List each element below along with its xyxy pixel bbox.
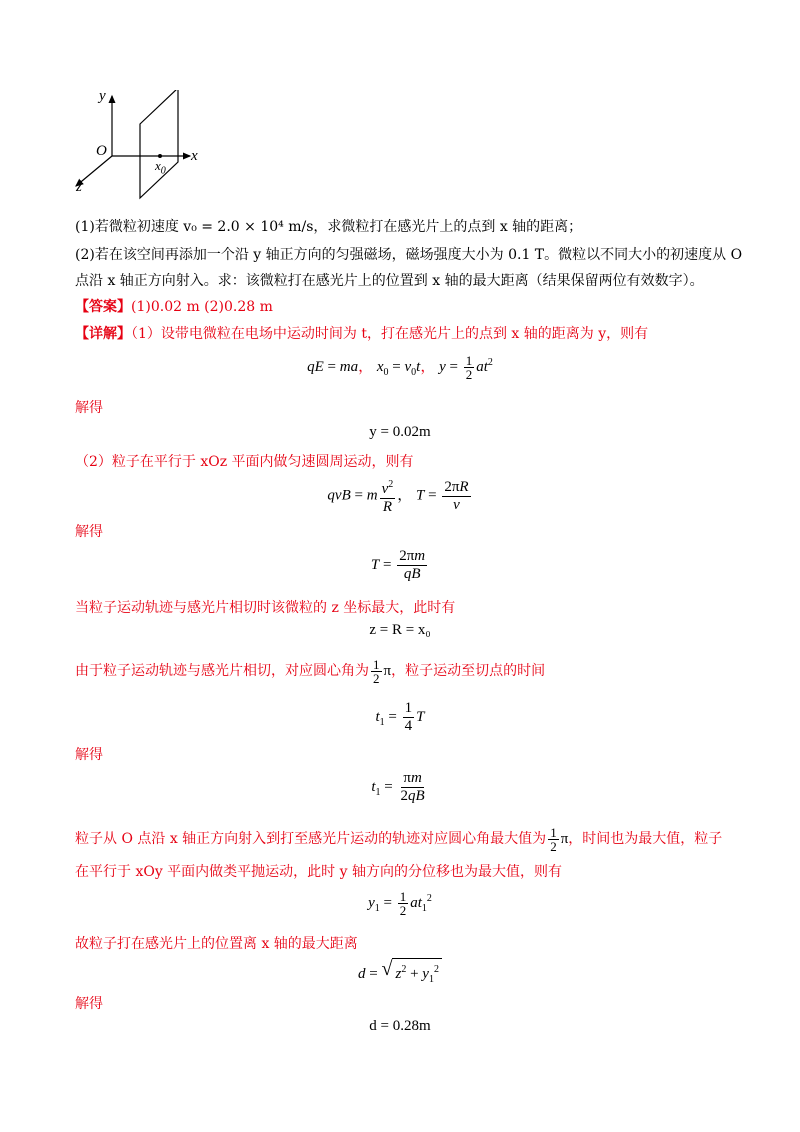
- equation-d-result: d = 0.28m: [369, 1018, 431, 1034]
- answer-line: [75, 297, 273, 317]
- question-1: (1)若微粒初速度 v₀ = 2.0 × 10⁴ m/s，求微粒打在感光片上的点到 x 轴的距离；: [75, 219, 583, 235]
- label-z: z: [76, 179, 82, 195]
- detail-line-1: 【详解】（1）设带电微粒在电场中运动时间为 t，打在感光片上的点到 x 轴的距离为 y，则有: [75, 326, 649, 342]
- question-2-line-2: 点沿 x 轴正方向射入。求：该微粒打在感光片上的位置到 x 轴的最大距离（结果保留两位有效数字）。: [75, 273, 704, 289]
- detail-line-5b: 在平行于 xOy 平面内做类平抛运动，此时 y 轴方向的分位移也为最大值，则有: [75, 864, 562, 880]
- equation-t1-result: $t_1$ = $\frac{\pi m}{2qB}$: [371, 770, 425, 804]
- equation-d: d = √ $z^2 + y_1^2$: [0, 958, 800, 991]
- solve-label-1: 解得: [75, 400, 103, 416]
- label-x: x: [191, 148, 198, 164]
- label-y: y: [99, 88, 106, 104]
- equation-period: T = $\frac{2\pi m}{qB}$: [370, 548, 426, 582]
- equation-y1: $y_1$ = $\frac{1}{2}$ $at_1^2$: [368, 889, 432, 918]
- label-o: O: [96, 143, 107, 159]
- solve-label-2: 解得: [75, 524, 103, 540]
- equation-y: y = 0.02m: [369, 424, 431, 440]
- question-2-line-1: (2)若在该空间再添加一个沿 y 轴正方向的匀强磁场，磁场强度大小为 0.1 T。微粒以不同大小的初速度从 O: [75, 247, 743, 263]
- solve-label-3: 解得: [75, 747, 103, 763]
- detail-line-6: 故粒子打在感光片上的位置离 x 轴的最大距离: [75, 936, 358, 952]
- detail-label: 【详解】: [75, 326, 131, 342]
- equation-1: qE = ma， $x_0 = v_0t$， y = $\frac{1}{2}$ $at^2$: [307, 353, 493, 382]
- answer-value: (1)0.02 m (2)0.28 m: [131, 299, 273, 315]
- equation-t1: $t_1$ = $\frac{1}{4}$ T: [375, 700, 425, 734]
- detail-line-2: （2）粒子在平行于 xOz 平面内做匀速圆周运动，则有: [75, 454, 414, 470]
- detail-line-4: 由于粒子运动轨迹与感光片相切，对应圆心角为 $\frac{1}{2}$ π，粒子运动至切点的时间: [75, 657, 546, 686]
- equation-z: z = R = x₀: [369, 622, 431, 638]
- film-plane: [140, 90, 178, 198]
- detail-line-3: 当粒子运动轨迹与感光片相切时该微粒的 z 坐标最大，此时有: [75, 600, 456, 616]
- solve-label-4: 解得: [75, 996, 103, 1012]
- equation-2: qvB = m $\frac{v^2}{R}$ ， T = $\frac{2\pi R}{v}$: [0, 476, 800, 516]
- coordinate-diagram: [70, 90, 210, 200]
- answer-label: 【答案】: [75, 299, 131, 315]
- label-x0: $x_0$: [155, 158, 166, 177]
- detail-line-5: 粒子从 O 点沿 x 轴正方向射入到打至感光片运动的轨迹对应圆心角最大值为 $\frac{1}{2}$ π，时间也为最大值，粒子: [75, 825, 723, 854]
